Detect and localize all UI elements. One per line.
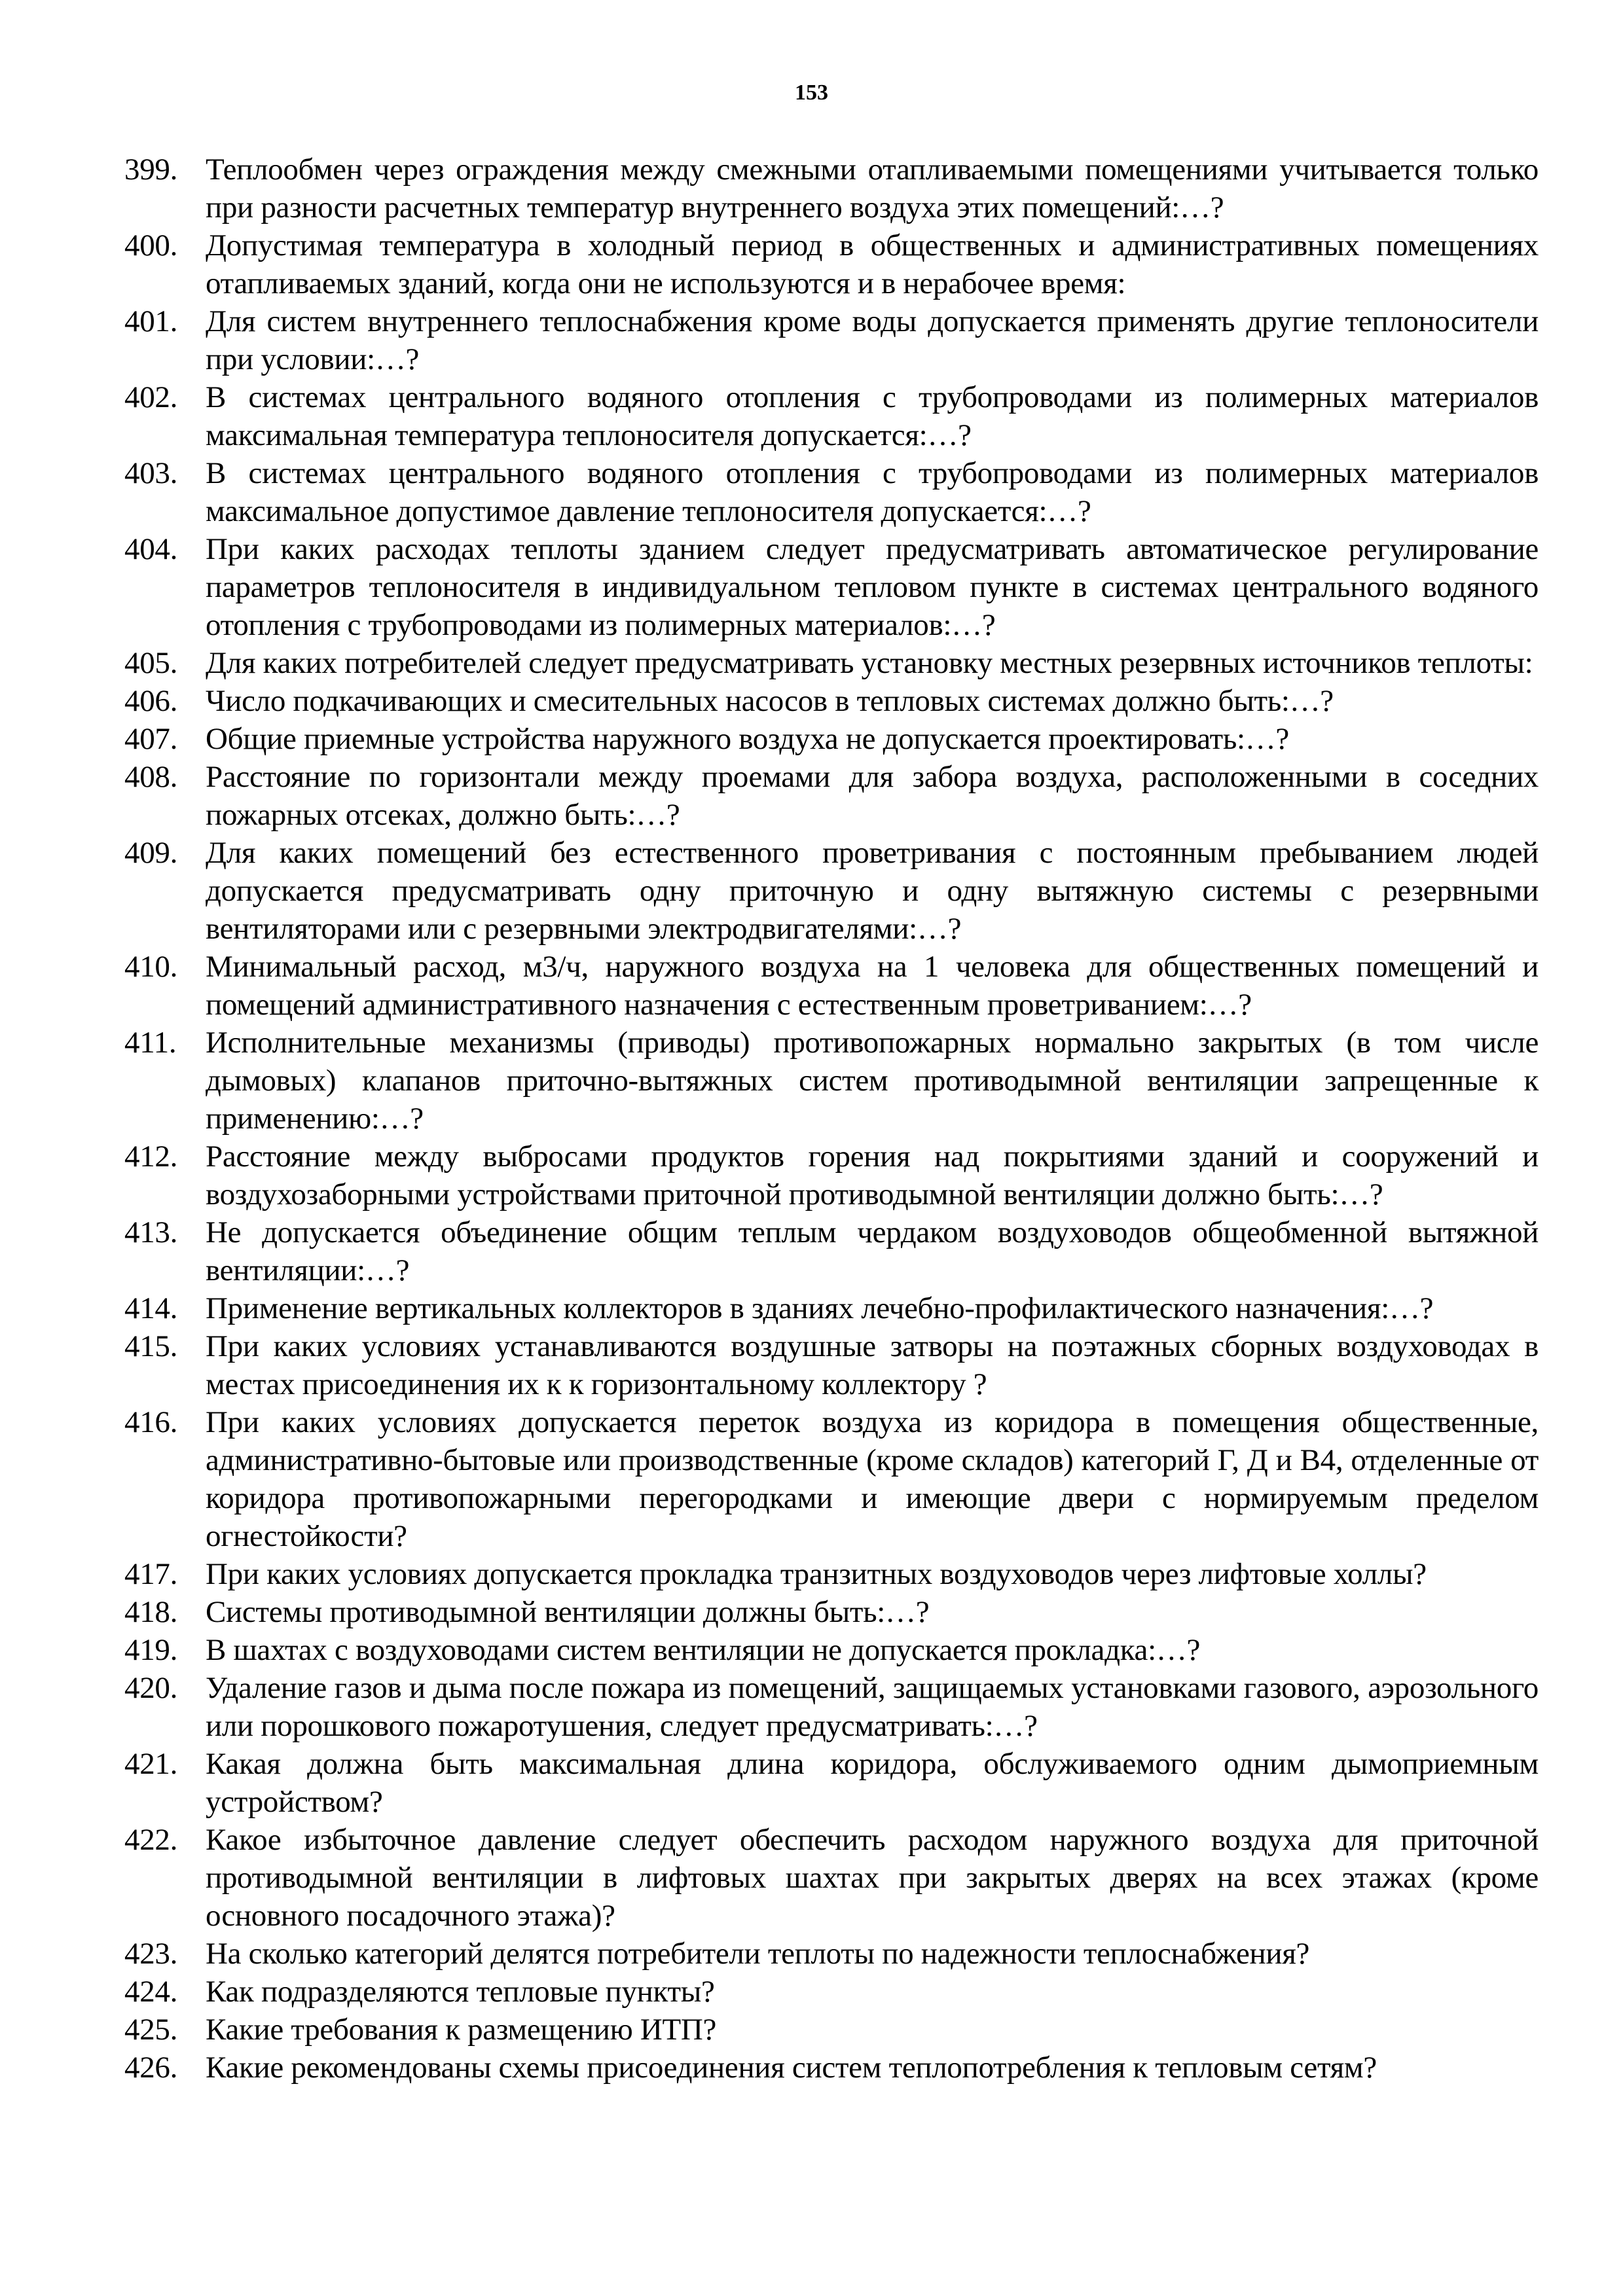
question-item [124, 1631, 1539, 1669]
question-item [124, 1669, 1539, 1745]
question-item [124, 302, 1539, 378]
question-text: Минимальный расход, м3/ч, наружного воздуха на 1 человека для общественных помещений и помещений административного назначения с естественным проветриванием:…? [206, 950, 1539, 1022]
question-text: Теплообмен через ограждения между смежными отапливаемыми помещениями учитывается только при разности расчетных температур внутреннего воздуха этих помещений:…? [206, 152, 1539, 224]
question-text: Какие требования к размещению ИТП? [206, 2013, 717, 2047]
question-item [124, 226, 1539, 302]
question-number: 406. [124, 684, 178, 718]
question-item [124, 1745, 1539, 1821]
question-number: 423. [124, 1937, 178, 1971]
question-text: При каких условиях допускается переток воздуха из коридора в помещения общественные, административно-бытовые или производственные (кроме складов) категорий Г, Д и В4, отделенные от коридора противопожарными перегородками и имеющие двери с нормируемым пределом огнестойкости? [206, 1405, 1539, 1553]
question-item [124, 1935, 1539, 1973]
question-text: На сколько категорий делятся потребители теплоты по надежности теплоснабжения? [206, 1937, 1310, 1971]
question-text: Расстояние по горизонтали между проемами для забора воздуха, расположенными в соседних пожарных отсеках, должно быть:…? [206, 760, 1539, 832]
question-text: Расстояние между выбросами продуктов горения над покрытиями зданий и сооружений и воздухозаборными устройствами приточной противодымной вентиляции должно быть:…? [206, 1139, 1539, 1211]
question-text: При каких расходах теплоты зданием следует предусматривать автоматическое регулирование параметров теплоносителя в индивидуальном тепловом пункте в системах центрального водяного отопления с трубопроводами из полимерных материалов:…? [206, 532, 1539, 642]
question-text: Число подкачивающих и смесительных насосов в тепловых системах должно быть:…? [206, 684, 1334, 718]
question-number: 420. [124, 1671, 178, 1705]
question-item [124, 1403, 1539, 1555]
question-item [124, 1593, 1539, 1631]
question-text: Какая должна быть максимальная длина коридора, обслуживаемого одним дымоприемным устройством? [206, 1747, 1539, 1819]
question-number: 411. [124, 1026, 177, 1060]
question-number: 412. [124, 1139, 178, 1174]
question-number: 399. [124, 152, 178, 187]
question-item [124, 530, 1539, 644]
question-text: Какое избыточное давление следует обеспечить расходом наружного воздуха для приточной противодымной вентиляции в лифтовых шахтах при закрытых дверях на всех этажах (кроме основного посадочного этажа)? [206, 1823, 1539, 1933]
question-number: 415. [124, 1329, 178, 1363]
question-item [124, 834, 1539, 948]
question-item [124, 758, 1539, 834]
question-item [124, 378, 1539, 454]
question-text: Для систем внутреннего теплоснабжения кроме воды допускается применять другие теплоносители при условии:…? [206, 304, 1539, 376]
question-number: 424. [124, 1975, 178, 2009]
question-item [124, 151, 1539, 226]
question-text: Как подразделяются тепловые пункты? [206, 1975, 715, 2009]
question-number: 405. [124, 646, 178, 680]
question-number: 419. [124, 1633, 178, 1667]
question-text: В системах центрального водяного отопления с трубопроводами из полимерных материалов максимальная температура теплоносителя допускается:…? [206, 380, 1539, 452]
question-item [124, 1327, 1539, 1403]
question-item [124, 1024, 1539, 1138]
question-item [124, 1213, 1539, 1289]
question-number: 403. [124, 456, 178, 490]
question-item [124, 682, 1539, 720]
question-item [124, 2049, 1539, 2087]
question-text: Какие рекомендованы схемы присоединения систем теплопотребления к тепловым сетям? [206, 2051, 1377, 2085]
question-item [124, 720, 1539, 758]
question-list [124, 151, 1539, 2087]
page-number: 153 [795, 81, 828, 105]
question-number: 425. [124, 2013, 178, 2047]
question-number: 407. [124, 722, 178, 756]
question-text: Удаление газов и дыма после пожара из помещений, защищаемых установками газового, аэрозольного или порошкового пожаротушения, следует предусматривать:…? [206, 1671, 1539, 1743]
question-number: 413. [124, 1215, 178, 1249]
question-text: Допустимая температура в холодный период в общественных и административных помещениях отапливаемых зданий, когда они не используются и в нерабочее время: [206, 228, 1539, 300]
question-text: В шахтах с воздуховодами систем вентиляции не допускается прокладка:…? [206, 1633, 1201, 1667]
question-number: 414. [124, 1291, 178, 1325]
question-item [124, 1973, 1539, 2011]
question-number: 402. [124, 380, 178, 414]
question-text: В системах центрального водяного отопления с трубопроводами из полимерных материалов максимальное допустимое давление теплоносителя допускается:…? [206, 456, 1539, 528]
question-text: При каких условиях допускается прокладка транзитных воздуховодов через лифтовые холлы? [206, 1557, 1427, 1591]
question-number: 410. [124, 950, 178, 984]
question-item [124, 1555, 1539, 1593]
question-item [124, 2011, 1539, 2049]
question-item [124, 454, 1539, 530]
question-item [124, 948, 1539, 1024]
question-text: Для каких помещений без естественного проветривания с постоянным пребыванием людей допускается предусматривать одну приточную и одну вытяжную системы с резервными вентиляторами или с резервными электродвигателями:…? [206, 836, 1539, 946]
question-number: 418. [124, 1595, 178, 1629]
question-text: Общие приемные устройства наружного воздуха не допускается проектировать:…? [206, 722, 1289, 756]
question-text: Применение вертикальных коллекторов в зданиях лечебно-профилактического назначения:…? [206, 1291, 1434, 1325]
question-text: При каких условиях устанавливаются воздушные затворы на поэтажных сборных воздуховодах в местах присоединения их к к горизонтальному коллектору ? [206, 1329, 1539, 1401]
question-number: 416. [124, 1405, 178, 1439]
question-item [124, 1289, 1539, 1327]
question-text: Для каких потребителей следует предусматривать установку местных резервных источников теплоты: [206, 646, 1533, 680]
question-item [124, 1138, 1539, 1213]
question-number: 409. [124, 836, 178, 870]
question-number: 408. [124, 760, 178, 794]
question-text: Не допускается объединение общим теплым чердаком воздуховодов общеобменной вытяжной вентиляции:…? [206, 1215, 1539, 1287]
question-number: 421. [124, 1747, 178, 1781]
question-number: 426. [124, 2051, 178, 2085]
question-item [124, 644, 1539, 682]
question-text: Исполнительные механизмы (приводы) противопожарных нормально закрытых (в том числе дымовых) клапанов приточно-вытяжных систем противодымной вентиляции запрещенные к применению:…? [206, 1026, 1539, 1136]
question-item [124, 1821, 1539, 1935]
question-number: 404. [124, 532, 178, 566]
question-number: 400. [124, 228, 178, 262]
question-number: 417. [124, 1557, 178, 1591]
question-number: 401. [124, 304, 178, 338]
question-text: Системы противодымной вентиляции должны быть:…? [206, 1595, 930, 1629]
question-number: 422. [124, 1823, 178, 1857]
